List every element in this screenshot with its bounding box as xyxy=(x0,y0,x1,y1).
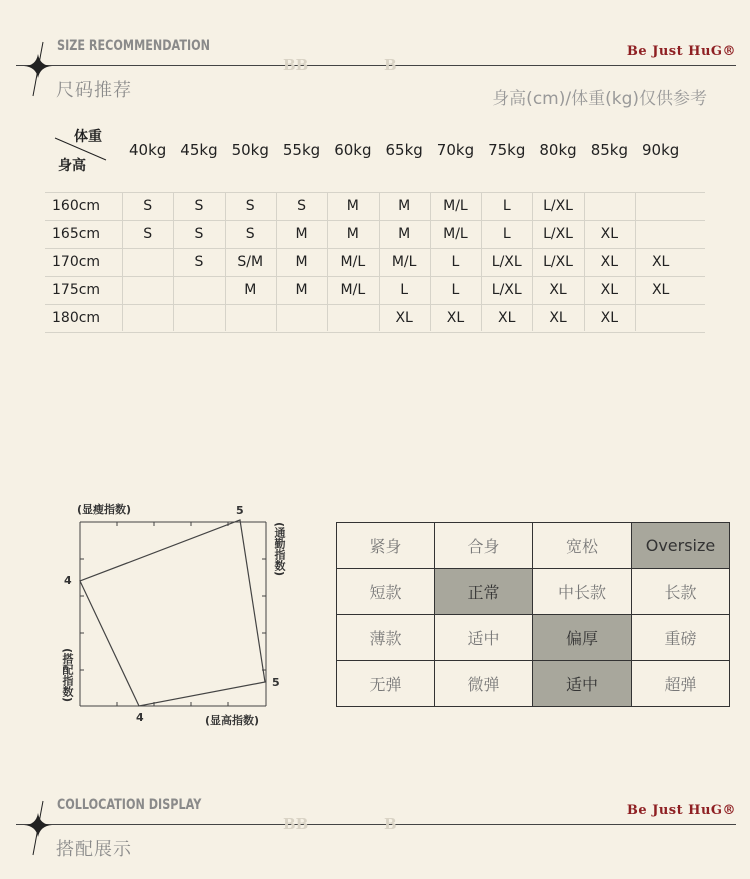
table-row-divider xyxy=(45,276,705,277)
size-cell: S xyxy=(194,226,204,242)
table-row-divider xyxy=(45,192,705,193)
radar-label-top: (显瘦指数) xyxy=(77,503,132,516)
height-label: 165cm xyxy=(52,226,101,242)
radar-value-top: 5 xyxy=(236,504,244,517)
attribute-cell: 无弹 xyxy=(337,661,435,707)
size-cell: M xyxy=(398,198,411,214)
footer-divider xyxy=(16,824,736,825)
section2-title-en: COLLOCATION DISPLAY xyxy=(57,797,202,813)
size-cell: L/XL xyxy=(543,254,573,270)
size-cell: S xyxy=(245,226,255,242)
size-cell: XL xyxy=(395,310,413,326)
b-logo-watermark: B xyxy=(384,815,397,833)
attribute-cell: 合身 xyxy=(435,523,533,569)
attribute-cell: 中长款 xyxy=(533,569,632,615)
brand-logo: Be Just HuG® xyxy=(626,44,736,59)
table-row-divider xyxy=(45,304,705,305)
attribute-cell: 短款 xyxy=(337,569,435,615)
sparkle-icon xyxy=(21,799,55,857)
attribute-cell: 超弹 xyxy=(632,661,730,707)
attribute-cell: 宽松 xyxy=(533,523,632,569)
size-cell: L/XL xyxy=(543,226,573,242)
size-cell: S xyxy=(143,226,153,242)
brand-logo: Be Just HuG® xyxy=(626,803,736,818)
bb-logo-watermark: BB xyxy=(283,815,309,833)
size-cell: L xyxy=(400,282,409,298)
attribute-cell: Oversize xyxy=(632,523,730,569)
section2-title-cn: 搭配展示 xyxy=(56,839,132,860)
bb-logo-watermark: BB xyxy=(283,56,309,74)
size-cell: XL xyxy=(600,226,619,242)
radar-label-left: (搭配指数) xyxy=(61,648,74,703)
size-note: 身高(cm)/体重(kg)仅供参考 xyxy=(492,89,707,109)
table-corner xyxy=(52,126,112,176)
index-polygon xyxy=(80,520,265,706)
size-cell: XL xyxy=(651,282,670,298)
height-label: 170cm xyxy=(52,254,101,270)
attribute-cell: 正常 xyxy=(435,569,533,615)
size-cell: L xyxy=(502,226,511,242)
attribute-cell: 紧身 xyxy=(337,523,435,569)
weight-header: 75kg xyxy=(488,141,526,159)
size-cell: XL xyxy=(600,310,619,326)
size-cell: S xyxy=(194,254,204,270)
size-cell: M xyxy=(346,226,359,242)
table-row-divider xyxy=(45,220,705,221)
attribute-cell: 薄款 xyxy=(337,615,435,661)
size-cell: S xyxy=(143,198,153,214)
size-cell: S xyxy=(297,198,306,214)
radar-label-bottom: (显高指数) xyxy=(205,714,260,727)
section-title-cn: 尺码推荐 xyxy=(56,80,132,101)
attribute-cell: 偏厚 xyxy=(533,615,632,661)
size-cell: XL xyxy=(549,282,567,298)
corner-height-label: 身高 xyxy=(58,158,86,174)
size-cell: M xyxy=(295,254,308,270)
size-cell: M/L xyxy=(443,226,468,242)
corner-weight-label: 体重 xyxy=(74,129,102,145)
size-cell: S xyxy=(245,198,255,214)
radar-value-bottom: 4 xyxy=(136,711,144,724)
attribute-cell: 适中 xyxy=(435,615,533,661)
attribute-cell: 微弹 xyxy=(435,661,533,707)
header-divider xyxy=(16,65,736,66)
size-cell: L xyxy=(451,282,460,298)
size-cell: XL xyxy=(446,310,465,326)
size-cell: L xyxy=(451,254,460,270)
sparkle-icon xyxy=(21,40,55,98)
size-cell: M/L xyxy=(391,254,417,270)
size-cell: XL xyxy=(600,282,619,298)
size-cell: M xyxy=(398,226,411,242)
weight-header: 40kg xyxy=(129,141,167,159)
weight-header: 80kg xyxy=(539,141,577,159)
size-cell: S xyxy=(194,198,204,214)
size-cell: L/XL xyxy=(491,254,522,270)
size-cell: M/L xyxy=(443,198,468,214)
weight-header: 90kg xyxy=(642,141,680,159)
weight-header: 55kg xyxy=(282,141,321,159)
size-cell: L xyxy=(502,198,511,214)
height-label: 175cm xyxy=(52,282,101,298)
radar-value-left: 4 xyxy=(64,574,72,587)
size-cell: S/M xyxy=(237,254,264,270)
height-label: 160cm xyxy=(52,198,101,214)
size-cell: M xyxy=(346,198,359,214)
radar-value-right: 5 xyxy=(272,676,280,689)
attribute-cell: 适中 xyxy=(533,661,632,707)
index-radar-chart xyxy=(55,498,285,728)
attribute-cell: 重磅 xyxy=(632,615,730,661)
size-cell: M xyxy=(295,282,308,298)
size-cell: XL xyxy=(651,254,670,270)
weight-header: 85kg xyxy=(590,141,628,159)
size-cell: XL xyxy=(600,254,619,270)
weight-header: 65kg xyxy=(385,141,423,159)
radar-label-right: (通勤指数) xyxy=(273,522,286,577)
size-cell: L/XL xyxy=(543,198,573,214)
size-cell: M/L xyxy=(340,282,366,298)
attribute-grid xyxy=(336,522,730,707)
b-logo-watermark: B xyxy=(384,56,397,74)
size-cell: XL xyxy=(549,310,567,326)
weight-header: 60kg xyxy=(334,141,372,159)
size-cell: M xyxy=(244,282,257,298)
table-row-divider xyxy=(45,248,705,249)
weight-header: 50kg xyxy=(231,141,269,159)
size-cell: XL xyxy=(498,310,516,326)
height-label: 180cm xyxy=(52,310,101,326)
attribute-cell: 长款 xyxy=(632,569,730,615)
section-title-en: SIZE RECOMMENDATION xyxy=(57,38,211,54)
weight-header: 70kg xyxy=(436,141,475,159)
size-cell: M xyxy=(295,226,308,242)
size-cell: L/XL xyxy=(491,282,522,298)
size-cell: M/L xyxy=(340,254,366,270)
table-row-divider xyxy=(45,332,705,333)
weight-header: 45kg xyxy=(180,141,218,159)
